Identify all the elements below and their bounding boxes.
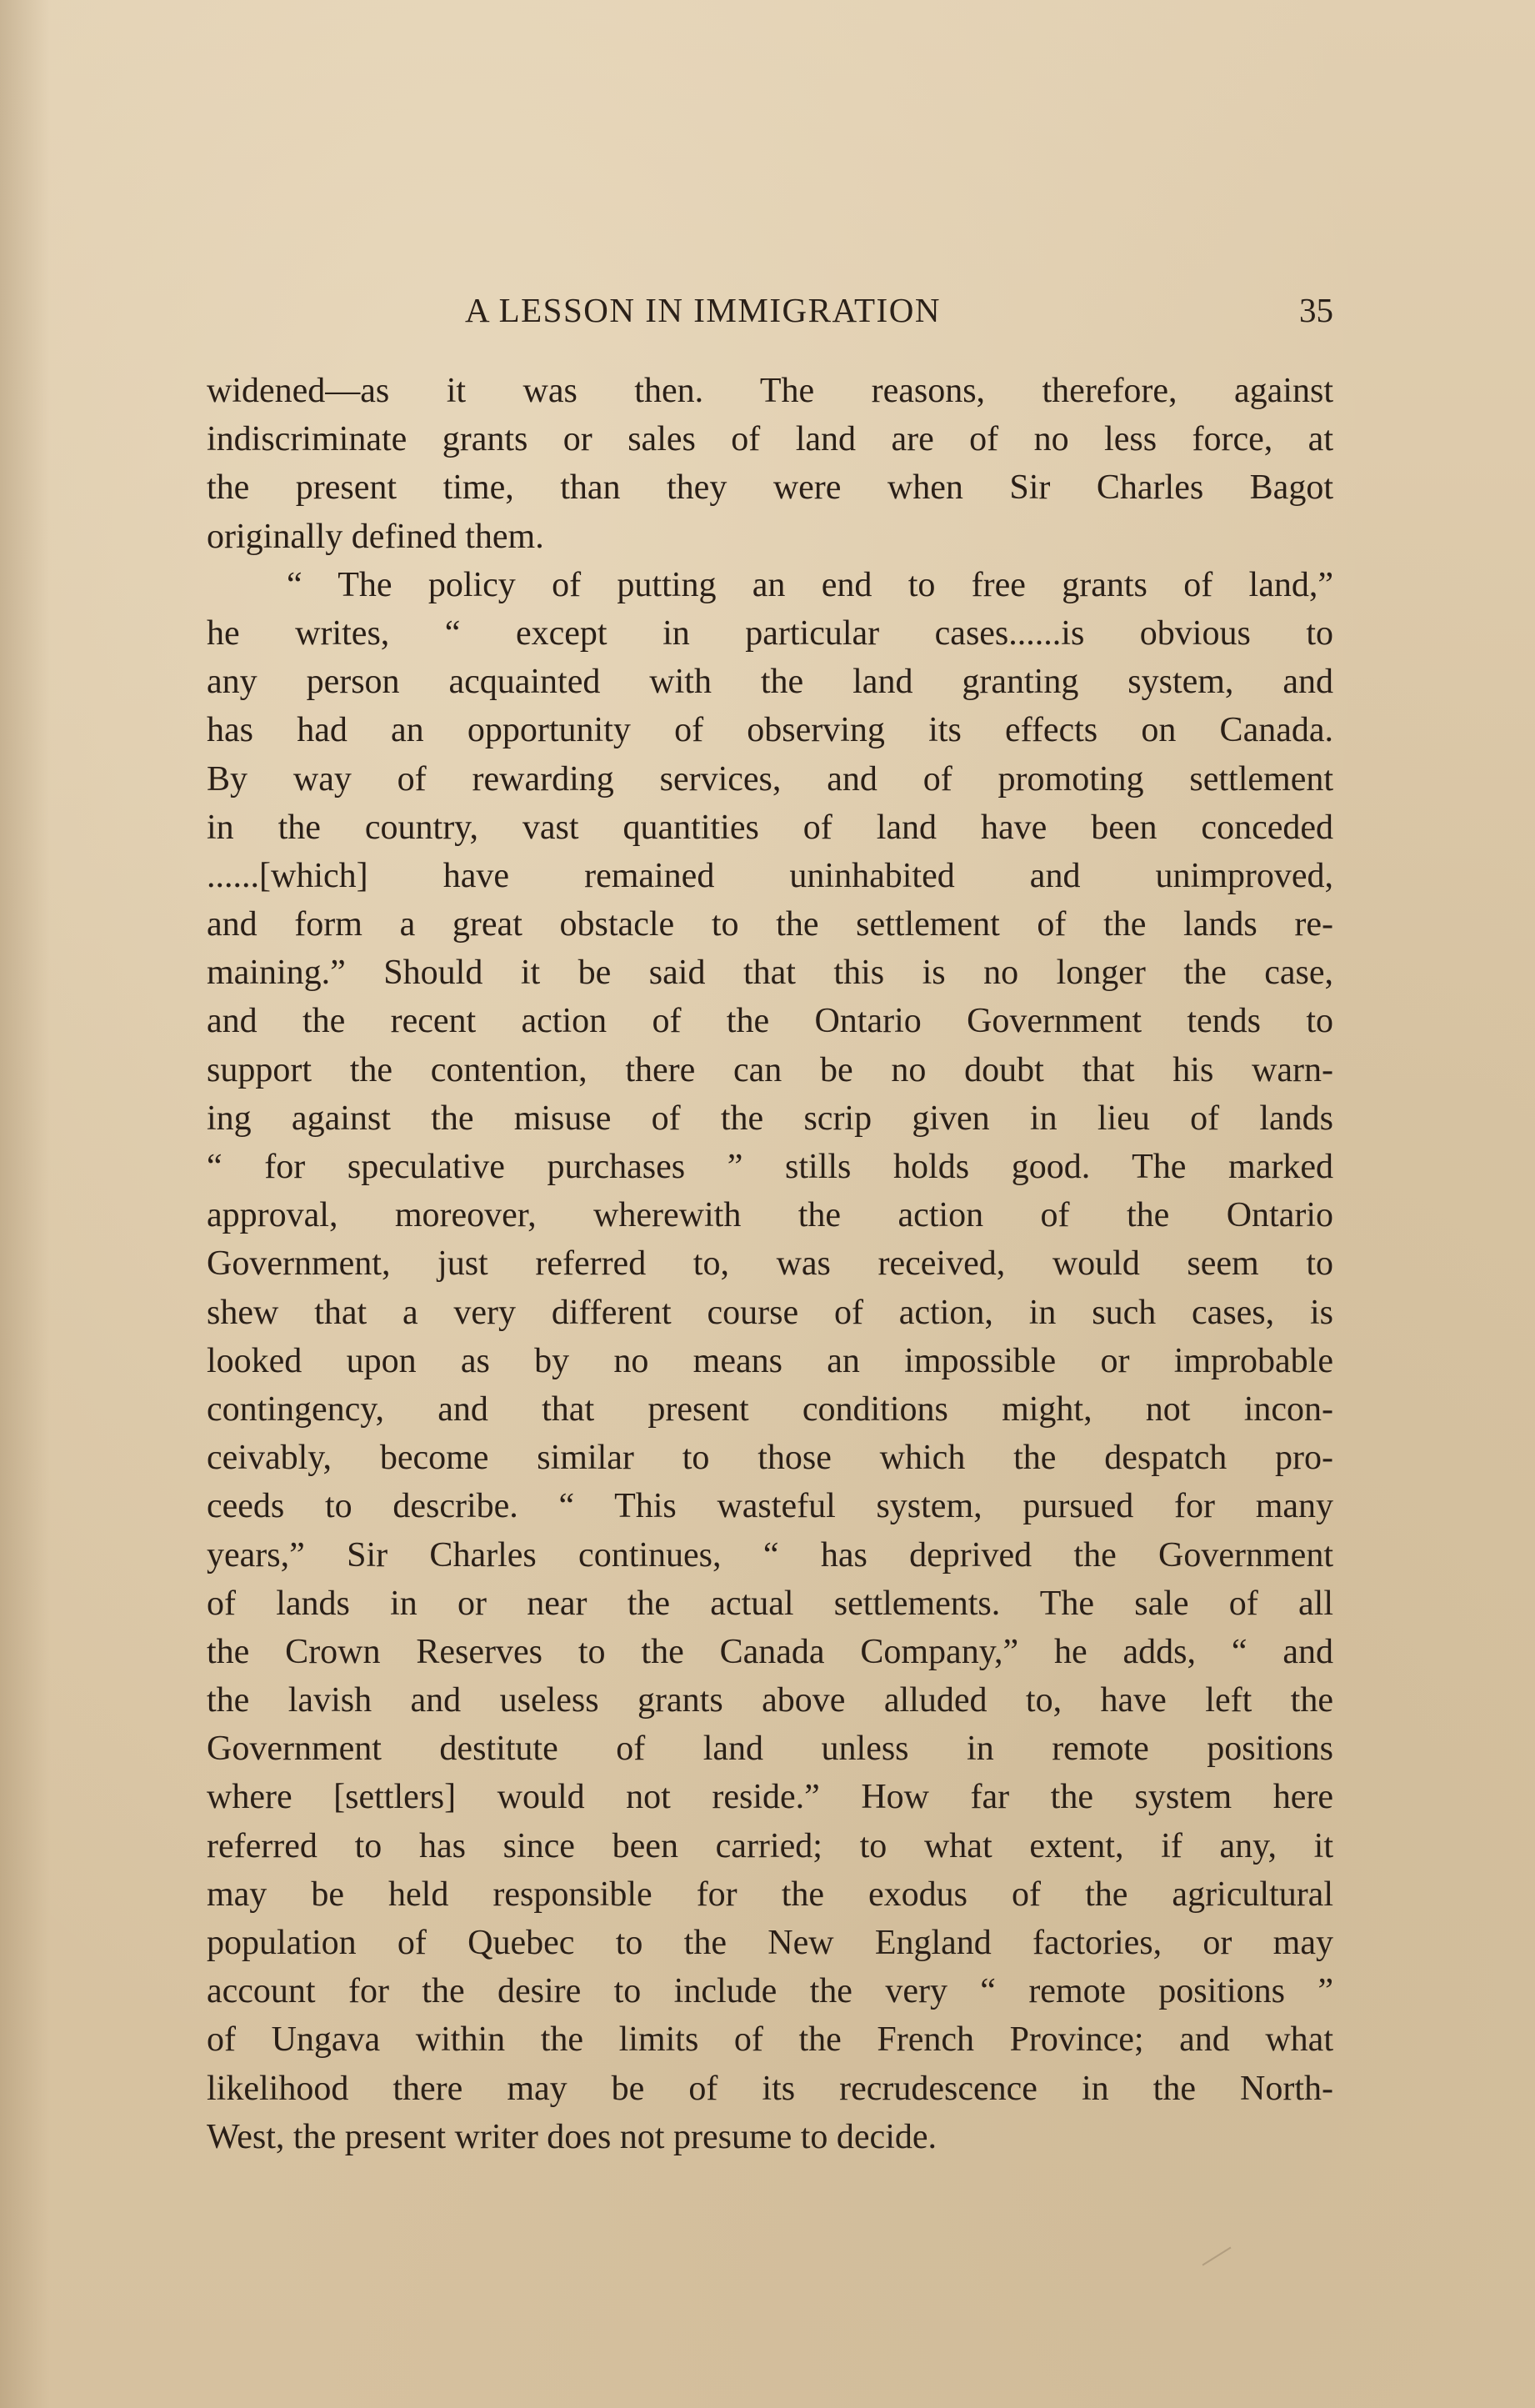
text-line: the Crown Reserves to the Canada Company,” he adds, “ and [207, 1632, 1333, 1671]
text-line: account for the desire to include the very “ remote positions ” [207, 1972, 1333, 2011]
text-line: referred to has since been carried; to what extent, if any, it [207, 1826, 1333, 1865]
text-line: ceeds to describe. “ This wasteful system, pursued for many [207, 1487, 1333, 1526]
text-line: “ for speculative purchases ” stills holds good. The marked [207, 1148, 1333, 1186]
text-line: Government, just referred to, was received, would seem to [207, 1244, 1333, 1284]
pencil-mark [1202, 2247, 1232, 2266]
text-line: By way of rewarding services, and of promoting settlement [207, 759, 1333, 798]
text-line: likelihood there may be of its recrudescence in the North- [207, 2069, 1333, 2108]
text-line: has had an opportunity of observing its effects on Canada. [207, 711, 1333, 750]
text-line: any person acquainted with the land granting system, and [207, 663, 1333, 702]
text-line: indiscriminate grants or sales of land are of no less force, at [207, 420, 1333, 459]
text-line: widened—as it was then. The reasons, therefore, against [207, 372, 1333, 410]
text-line: of Ungava within the limits of the French Province; and what [207, 2020, 1333, 2060]
text-line: West, the present writer does not presume to decide. [207, 2117, 938, 2156]
text-line: contingency, and that present conditions might, not incon- [207, 1389, 1333, 1429]
text-line: population of Quebec to the New England factories, or may [207, 1924, 1333, 1962]
text-line: years,” Sir Charles continues, “ has deprived the Government [207, 1535, 1333, 1574]
text-line: support the contention, there can be no doubt that his warn- [207, 1050, 1333, 1089]
text-line: the lavish and useless grants above alluded to, have left the [207, 1681, 1333, 1720]
text-line: may be held responsible for the exodus of the agricultural [207, 1875, 1333, 1914]
spine-shadow [0, 0, 50, 2408]
running-title: A LESSON IN IMMIGRATION [465, 291, 941, 329]
text-line: of lands in or near the actual settlements. The sale of all [207, 1584, 1333, 1623]
text-line: looked upon as by no means an impossible or improbable [207, 1341, 1333, 1380]
text-line: where [settlers] would not reside.” How far the system here [207, 1778, 1333, 1817]
text-line: in the country, vast quantities of land have been conceded [207, 808, 1333, 847]
text-line: ......[which] have remained uninhabited and unimproved, [207, 856, 1333, 895]
body-text [207, 367, 1333, 2161]
text-line: approval, moreover, wherewith the action of the Ontario [207, 1196, 1333, 1235]
text-line: originally defined them. [207, 517, 544, 556]
text-line: shew that a very different course of action, in such cases, is [207, 1293, 1333, 1332]
text-line: the present time, than they were when Sir Charles Bagot [207, 468, 1333, 508]
text-line: “ The policy of putting an end to free grants of land,” [287, 565, 1333, 604]
text-line: and the recent action of the Ontario Government tends to [207, 1002, 1333, 1041]
text-line: he writes, “ except in particular cases......is obvious to [207, 613, 1333, 653]
text-line: and form a great obstacle to the settlement of the lands re- [207, 905, 1333, 944]
page-number: 35 [1299, 291, 1333, 329]
text-line: ing against the misuse of the scrip given in lieu of lands [207, 1099, 1333, 1138]
text-line: maining.” Should it be said that this is no longer the case, [207, 954, 1333, 993]
running-head [207, 285, 1333, 335]
text-line: Government destitute of land unless in remote positions [207, 1730, 1333, 1769]
text-line: ceivably, become similar to those which the despatch pro- [207, 1439, 1333, 1478]
